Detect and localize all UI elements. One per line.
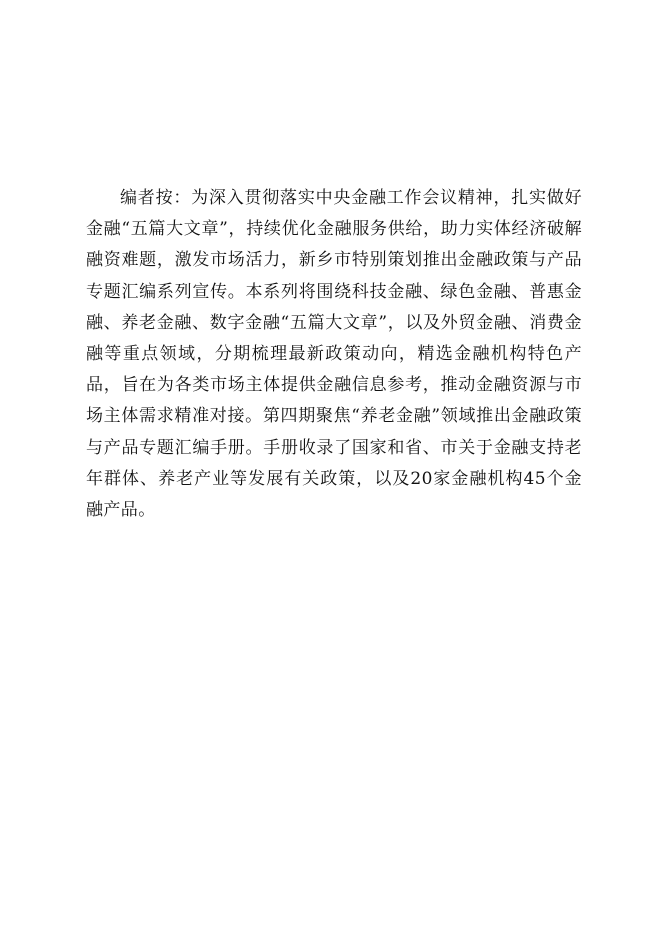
editor-note-paragraph: 编者按：为深入贯彻落实中央金融工作会议精神，扎实做好金融“五篇大文章”，持续优化金融服务供给，助力实体经济破解融资难题，激发市场活力，新乡市特别策划推出金融政策与产品专题汇编系列宣传。本系列将围绕科技金融、绿色金融、普惠金融、养老金融、数字金融“五篇大文章”，以及外贸金融、消费金融等重点领域，分期梳理最新政策动向，精选金融机构特色产品，旨在为各类市场主体提供金融信息参考，推动金融资源与市场主体需求精准对接。第四期聚焦“养老金融”领域推出金融政策与产品专题汇编手册。手册收录了国家和省、市关于金融支持老年群体、养老产业等发展有关政策，以及20家金融机构45个金融产品。 — [86, 188, 582, 521]
